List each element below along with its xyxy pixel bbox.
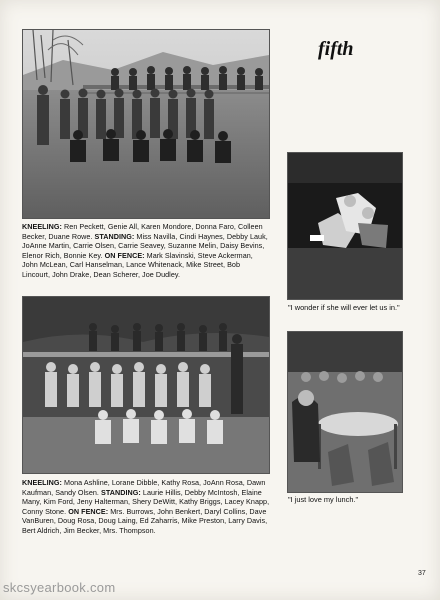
class-photo-top-caption xyxy=(22,222,270,280)
caption-label: KNEELING: xyxy=(22,222,62,231)
side-photo-bottom-image xyxy=(288,332,402,492)
site-watermark: skcsyearbook.com xyxy=(3,580,116,595)
caption-label: STANDING: xyxy=(101,487,141,497)
class-photo-top-image xyxy=(23,30,269,218)
side-photo-bottom xyxy=(287,331,403,493)
caption-text: Laurie Hillis, Debby McIntosh, Elaine Many, Kim Ford, Jeny Halterman, Shery DeWitt, Kathy Briggs, Lacey Knapp, Conny Stone. xyxy=(22,487,270,516)
class-photo-top xyxy=(22,29,270,219)
caption-text: Mark Slavinski, Steve Ackerman, John McLean, Carl Hanselman, Lance Whitenack, Mike Street, Bob Lincourt, John Drake, Dean Scherer, Joe Dudley. xyxy=(22,250,253,279)
side-photo-top-image xyxy=(288,153,402,299)
caption-label: ON FENCE: xyxy=(68,506,109,516)
side-photo-top-caption: "I wonder if she will ever let us in." xyxy=(288,303,400,312)
caption-text: Mrs. Burrows, John Benkert, Daryl Collins, Dave VanBuren, Doug Rosa, Doug Laing, Ed Zaharris, Mike Preston, Larry Davis, Bert Aldrich, Jim Becker, Mrs. Thompson. xyxy=(22,506,268,535)
page-number: 37 xyxy=(418,570,426,577)
side-photo-bottom-caption: "I just love my lunch." xyxy=(288,495,359,504)
caption-label: KNEELING: xyxy=(22,478,62,487)
caption-text: Miss Navilla, Cindi Haynes, Debby Lauk, JoAnne Martin, Carrie Olsen, Carrie Seavey, Suzanne Melin, Daisy Bevins, Elenor Rich, Bonnie Key. xyxy=(22,231,268,260)
class-photo-bottom-image xyxy=(23,297,269,473)
class-photo-bottom-caption xyxy=(22,478,270,536)
caption-text: Ren Peckett, Genie All, Karen Mondore, Donna Faro, Colleen Becker, Duane Rowe. xyxy=(22,222,263,241)
caption-label: STANDING: xyxy=(94,231,135,241)
page-title: fifth xyxy=(318,38,354,60)
side-photo-top xyxy=(287,152,403,300)
class-photo-bottom xyxy=(22,296,270,474)
caption-label: ON FENCE: xyxy=(104,250,145,260)
caption-text: Mona Ashline, Lorane Dibble, Kathy Rosa, JoAnn Rosa, Dawn Kaufman, Sandy Olsen. xyxy=(22,478,266,497)
